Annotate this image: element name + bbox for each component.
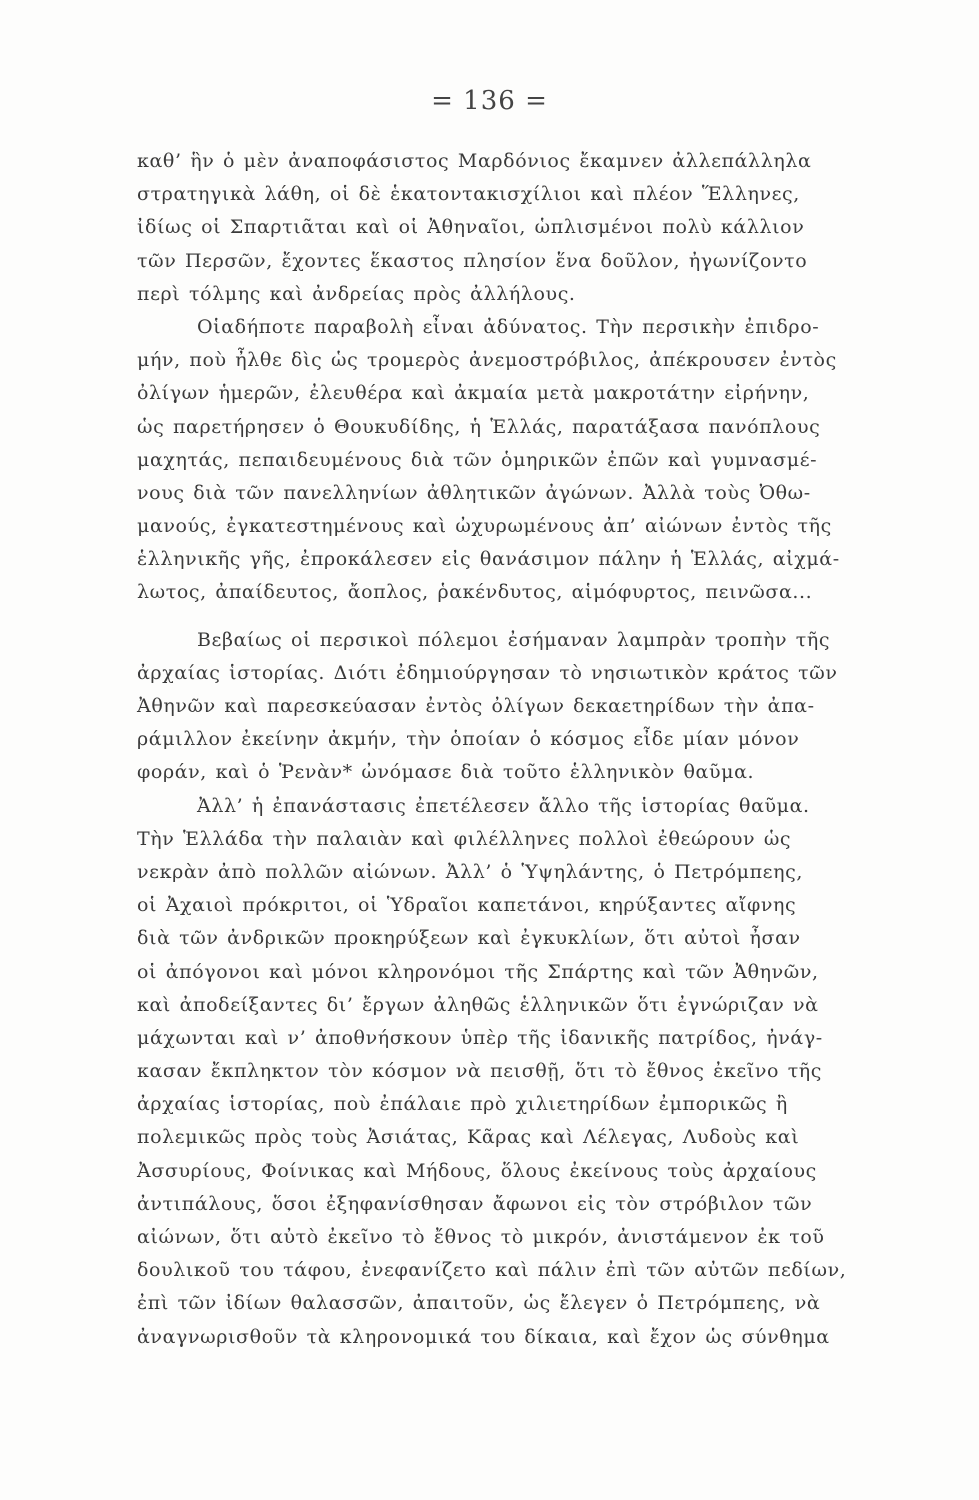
text-line: νεκρὰν ἀπὸ πολλῶν αἰώνων. Ἀλλ’ ὁ Ὑψηλάντης, ὁ Πετρόμπεης, [137, 860, 803, 883]
body-text [137, 145, 927, 1354]
text-line: ἀρχαίας ἱστορίας. Διότι ἐδημιούργησαν τὸ νησιωτικὸν κράτος τῶν [137, 661, 838, 684]
text-line: ἐπὶ τῶν ἰδίων θαλασσῶν, ἀπαιτοῦν, ὡς ἔλεγεν ὁ Πετρόμπεης, νὰ [137, 1292, 821, 1315]
text-line: ὀλίγων ἡμερῶν, ἐλευθέρα καὶ ἀκμαία μετὰ μακροτάτην εἰρήνην, [137, 382, 810, 405]
text-line: φοράν, καὶ ὁ Ῥενὰν* ὠνόμασε διὰ τοῦτο ἑλληνικὸν θαῦμα. [137, 761, 755, 784]
paragraph-start-line: Βεβαίως οἱ περσικοὶ πόλεμοι ἐσήμαναν λαμπρὰν τροπὴν τῆς [197, 628, 831, 651]
text-line: Ἀθηνῶν καὶ παρεσκεύασαν ἐντὸς ὀλίγων δεκαετηρίδων τὴν ἀπα- [137, 695, 815, 717]
text-line: μήν, ποὺ ἦλθε δὶς ὡς τρομερὸς ἀνεμοστρόβιλος, ἀπέκρουσεν ἐντὸς [137, 349, 837, 372]
text-line: δουλικοῦ του τάφου, ἐνεφανίζετο καὶ πάλιν ἐπὶ τῶν αὐτῶν πεδίων, [137, 1259, 847, 1282]
text-line: ἑλληνικῆς γῆς, ἐπροκάλεσεν εἰς θανάσιμον πάλην ἡ Ἑλλάς, αἰχμά- [137, 548, 840, 571]
text-line: καθ’ ἣν ὁ μὲν ἀναποφάσιστος Μαρδόνιος ἔκαμνεν ἀλλεπάλληλα [137, 150, 812, 172]
text-line: λωτος, ἀπαίδευτος, ἄοπλος, ῥακένδυτος, αἱμόφυρτος, πεινῶσα... [137, 581, 813, 604]
text-line: διὰ τῶν ἀνδρικῶν προκηρύξεων καὶ ἐγκυκλίων, ὅτι αὐτοὶ ἦσαν [137, 927, 801, 950]
text-line: μάχωνται καὶ ν’ ἀποθνήσκουν ὑπὲρ τῆς ἰδανικῆς πατρίδος, ἠνάγ- [137, 1026, 823, 1049]
page-number: = 136 = [431, 86, 548, 116]
paragraph-start-line: Ἀλλ’ ἡ ἐπανάστασις ἐπετέλεσεν ἄλλο τῆς ἱστορίας θαῦμα. [197, 794, 810, 817]
text-line: οἱ ἀπόγονοι καὶ μόνοι κληρονόμοι τῆς Σπάρτης καὶ τῶν Ἀθηνῶν, [137, 960, 819, 983]
text-line: ἰδίως οἱ Σπαρτιᾶται καὶ οἱ Ἀθηναῖοι, ὡπλισμένοι πολὺ κάλλιον [137, 216, 805, 239]
text-line: οἱ Ἀχαιοὶ πρόκριτοι, οἱ Ὑδραῖοι καπετάνοι, κηρύξαντες αἴφνης [137, 894, 797, 917]
text-line: αἰώνων, ὅτι αὐτὸ ἐκεῖνο τὸ ἔθνος τὸ μικρόν, ἀνιστάμενον ἐκ τοῦ [137, 1226, 825, 1248]
text-line: περὶ τόλμης καὶ ἀνδρείας πρὸς ἀλλήλους. [137, 282, 576, 305]
text-line: Τὴν Ἑλλάδα τὴν παλαιὰν καὶ φιλέλληνες πολλοὶ ἐθεώρουν ὡς [137, 827, 792, 850]
text-line: τῶν Περσῶν, ἔχοντες ἕκαστος πλησίον ἕνα δοῦλον, ἠγωνίζοντο [137, 249, 808, 272]
text-line: Ἀσσυρίους, Φοίνικας καὶ Μήδους, ὅλους ἐκείνους τοὺς ἀρχαίους [137, 1159, 817, 1182]
text-line: ράμιλλον ἐκείνην ἀκμήν, τὴν ὁποίαν ὁ κόσμος εἶδε μίαν μόνον [137, 728, 800, 751]
text-line: ἀναγνωρισθοῦν τὰ κληρονομικά του δίκαια, καὶ ἔχον ὡς σύνθημα [137, 1325, 830, 1348]
text-line: ἀρχαίας ἱστορίας, ποὺ ἐπάλαιε πρὸ χιλιετηρίδων ἐμπορικῶς ἢ [137, 1093, 788, 1116]
paragraph-start-line: Οἱαδήποτε παραβολὴ εἶναι ἀδύνατος. Τὴν περσικὴν ἐπιδρο- [197, 315, 820, 338]
text-line: ἀντιπάλους, ὅσοι ἐξηφανίσθησαν ἄφωνοι εἰς τὸν στρόβιλον τῶν [137, 1192, 813, 1215]
text-line: μαχητάς, πεπαιδευμένους διὰ τῶν ὁμηρικῶν ἐπῶν καὶ γυμνασμέ- [137, 448, 818, 471]
text-line: νους διὰ τῶν πανελληνίων ἀθλητικῶν ἀγώνων. Ἀλλὰ τοὺς Ὀθω- [137, 481, 811, 504]
text-line: καὶ ἀποδείξαντες δι’ ἔργων ἀληθῶς ἑλληνικῶν ὅτι ἐγνώριζαν νὰ [137, 993, 819, 1016]
text-line: στρατηγικὰ λάθη, οἱ δὲ ἑκατοντακισχίλιοι καὶ πλέον Ἕλληνες, [137, 183, 800, 206]
text-line: κασαν ἔκπληκτον τὸν κόσμον νὰ πεισθῇ, ὅτι τὸ ἔθνος ἐκεῖνο τῆς [137, 1060, 823, 1083]
text-line: πολεμικῶς πρὸς τοὺς Ἀσιάτας, Κᾶρας καὶ Λέλεγας, Λυδοὺς καὶ [137, 1126, 800, 1149]
text-line: ὡς παρετήρησεν ὁ Θουκυδίδης, ἡ Ἑλλάς, παρατάξασα πανόπλους [137, 415, 821, 438]
text-line: μανούς, ἐγκατεστημένους καὶ ὠχυρωμένους ἀπ’ αἰώνων ἐντὸς τῆς [137, 515, 832, 538]
